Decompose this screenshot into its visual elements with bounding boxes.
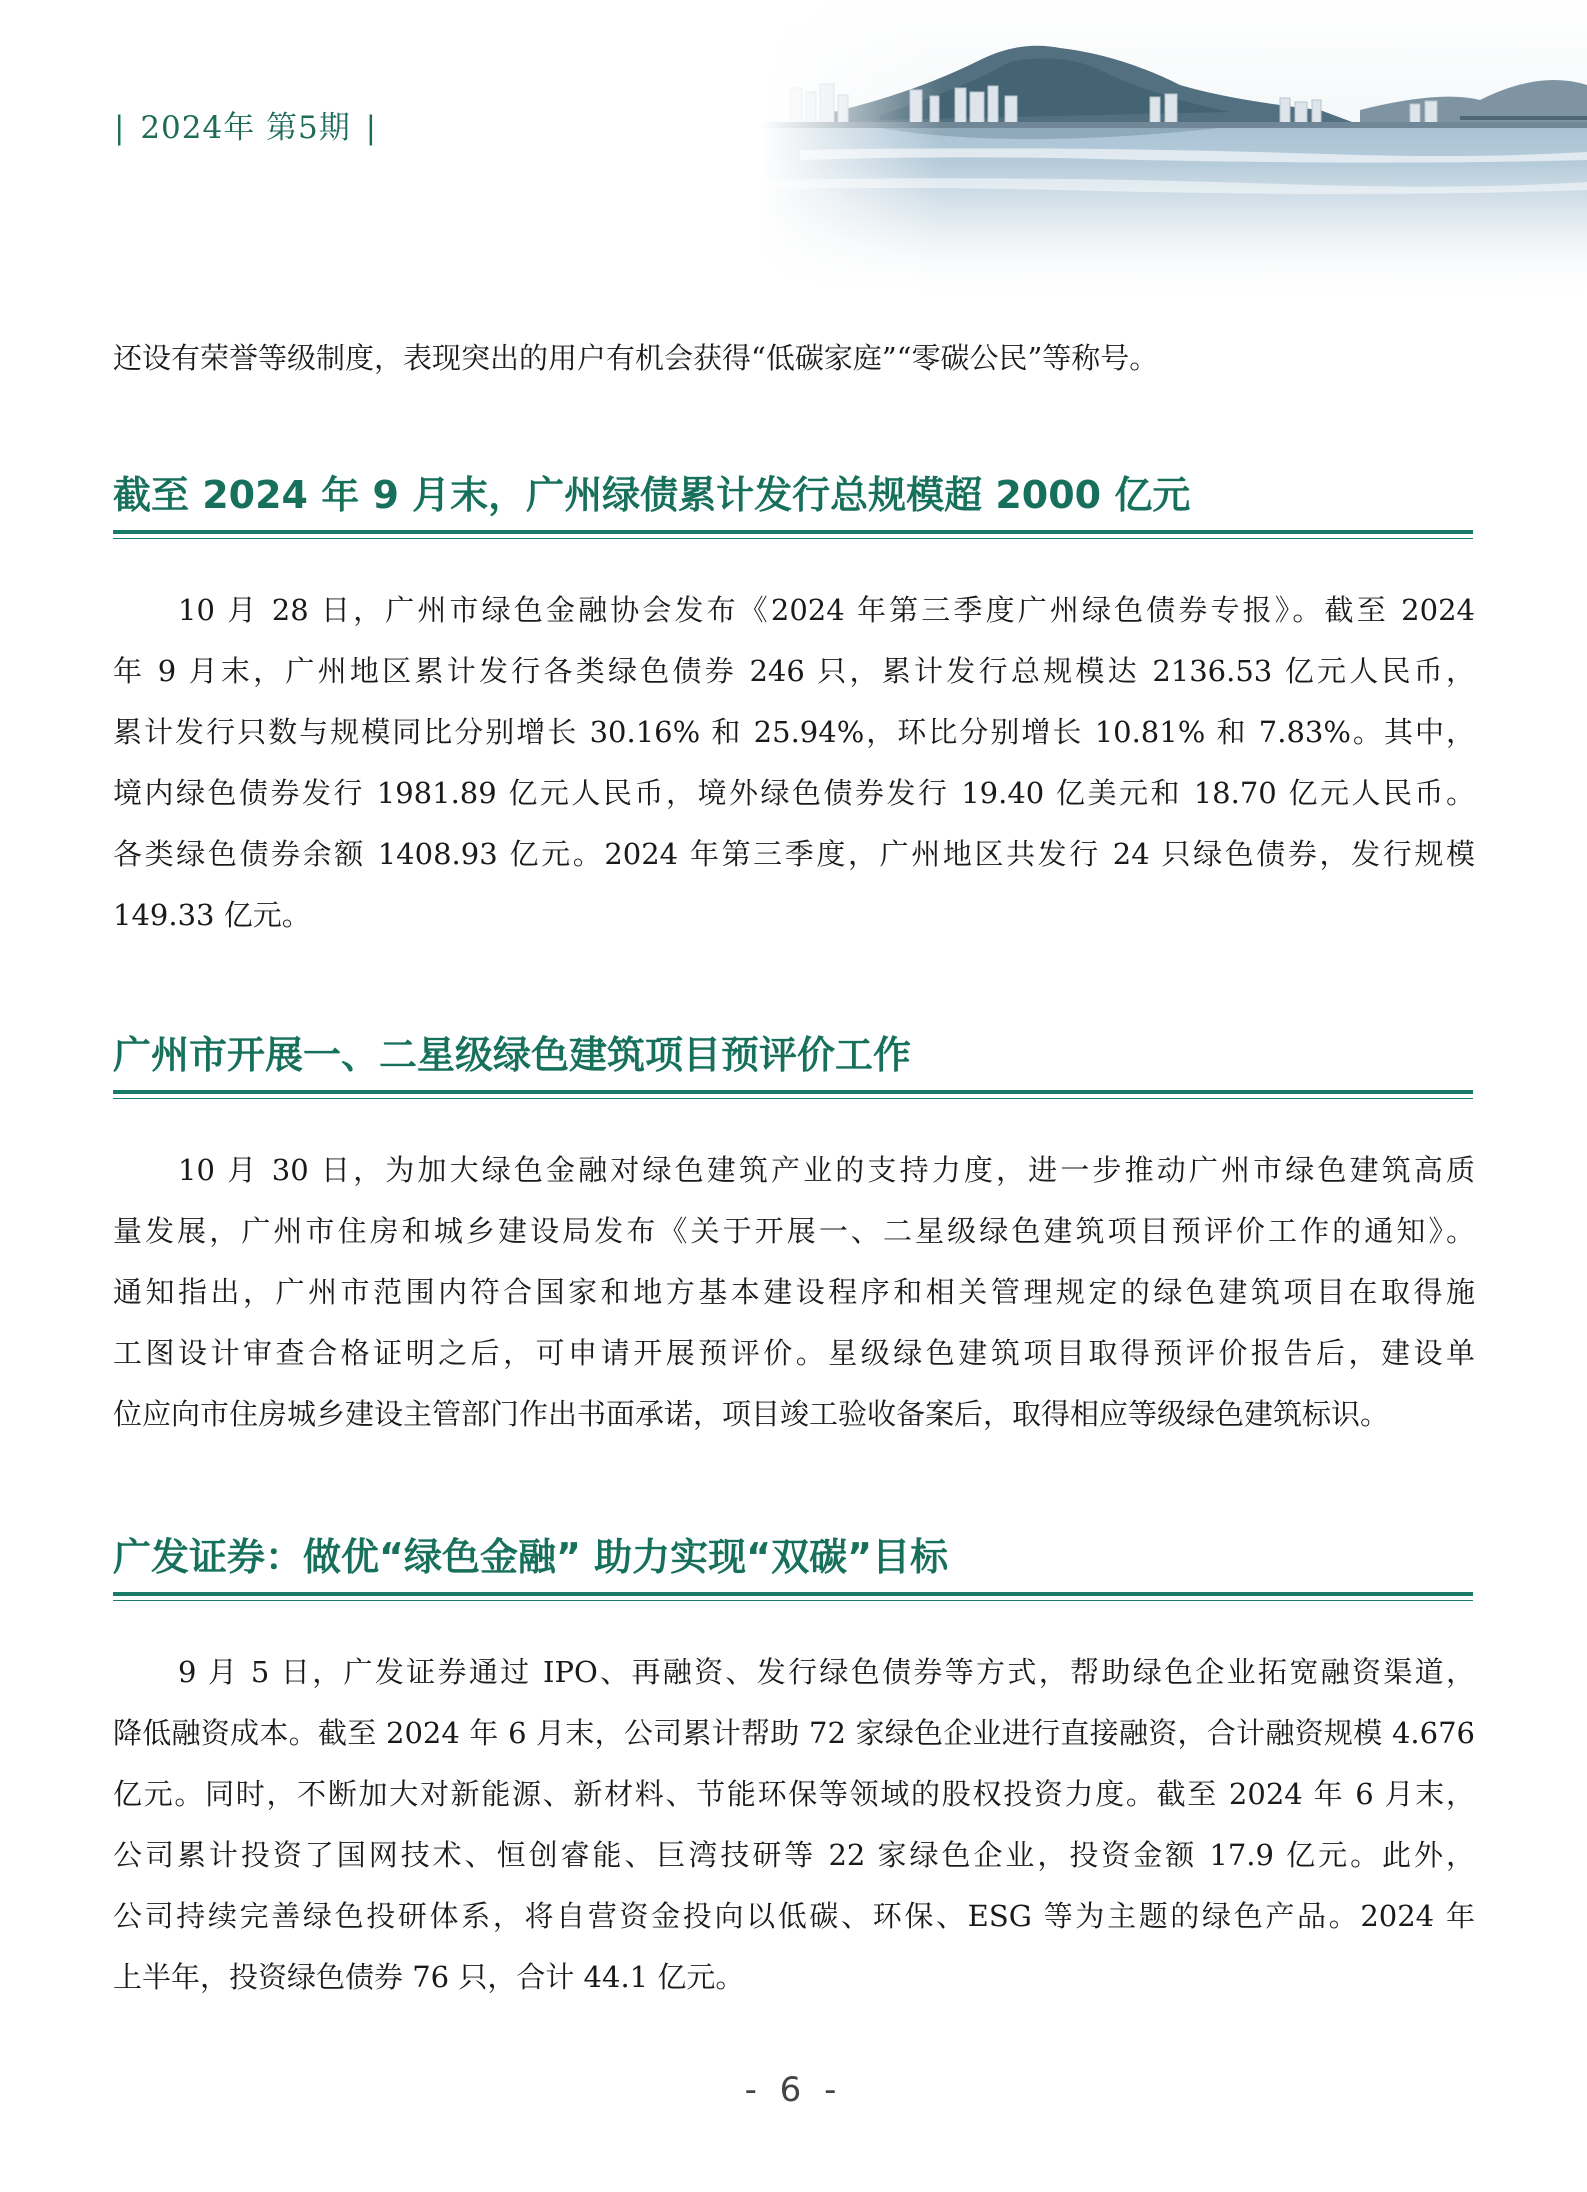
section-body-gf-securities xyxy=(113,1642,1475,2008)
body-line: 亿元。同时，不断加大对新能源、新材料、节能环保等领域的股权投资力度。截至 2024 年 6 月末， xyxy=(113,1777,1475,1811)
body-line: 累计发行只数与规模同比分别增长 30.16% 和 25.94%，环比分别增长 10.81% 和 7.83%。其中， xyxy=(113,715,1475,749)
body-line: 10 月 28 日，广州市绿色金融协会发布《2024 年第三季度广州绿色债券专报》。截至 2024 xyxy=(178,593,1475,627)
body-line: 通知指出，广州市范围内符合国家和地方基本建设程序和相关管理规定的绿色建筑项目在取得施 xyxy=(113,1275,1475,1309)
section-title-green-bonds: 截至 2024 年 9 月末，广州绿债累计发行总规模超 2000 亿元 xyxy=(113,473,1191,517)
intro-paragraph xyxy=(113,328,1475,389)
body-line: 公司持续完善绿色投研体系，将自营资金投向以低碳、环保、ESG 等为主题的绿色产品。2024 年 xyxy=(113,1899,1475,1933)
issue-label-left-bar: | xyxy=(114,110,126,146)
issue-label-text: 2024年 第5期 xyxy=(140,110,351,146)
body-line: 各类绿色债券余额 1408.93 亿元。2024 年第三季度，广州地区共发行 24 只绿色债券，发行规模 xyxy=(113,837,1475,871)
section-rule-green-building xyxy=(113,1090,1473,1099)
body-line: 降低融资成本。截至 2024 年 6 月末，公司累计帮助 72 家绿色企业进行直接融资，合计融资规模 4.676 xyxy=(113,1716,1475,1750)
body-line: 149.33 亿元。 xyxy=(113,898,311,932)
section-rule-gf-securities xyxy=(113,1592,1473,1601)
section-body-green-building xyxy=(113,1140,1475,1445)
section-body-green-bonds xyxy=(113,580,1475,946)
body-line: 工图设计审查合格证明之后，可申请开展预评价。星级绿色建筑项目取得预评价报告后，建设单 xyxy=(113,1336,1475,1370)
section-rule-green-bonds xyxy=(113,530,1473,539)
lake-mountain-banner-image xyxy=(760,0,1587,300)
issue-label-right-bar: | xyxy=(365,110,378,146)
body-line: 位应向市住房城乡建设主管部门作出书面承诺，项目竣工验收备案后，取得相应等级绿色建筑标识。 xyxy=(113,1397,1390,1431)
intro-text: 还设有荣誉等级制度，表现突出的用户有机会获得“低碳家庭”“零碳公民”等称号。 xyxy=(113,341,1159,375)
page-number: - 6 - xyxy=(744,2070,843,2110)
section-title-green-building: 广州市开展一、二星级绿色建筑项目预评价工作 xyxy=(113,1033,912,1077)
body-line: 年 9 月末，广州地区累计发行各类绿色债券 246 只，累计发行总规模达 2136.53 亿元人民币， xyxy=(113,654,1475,688)
body-line: 境内绿色债券发行 1981.89 亿元人民币，境外绿色债券发行 19.40 亿美元和 18.70 亿元人民币。 xyxy=(113,776,1475,810)
issue-label xyxy=(110,102,381,147)
body-line: 9 月 5 日，广发证券通过 IPO、再融资、发行绿色债券等方式，帮助绿色企业拓宽融资渠道， xyxy=(178,1655,1475,1689)
body-line: 量发展，广州市住房和城乡建设局发布《关于开展一、二星级绿色建筑项目预评价工作的通知》。 xyxy=(113,1214,1475,1248)
section-title-gf-securities: 广发证券：做优“绿色金融” 助力实现“双碳”目标 xyxy=(113,1535,949,1579)
body-line: 10 月 30 日，为加大绿色金融对绿色建筑产业的支持力度，进一步推动广州市绿色建筑高质 xyxy=(178,1153,1475,1187)
body-line: 公司累计投资了国网技术、恒创睿能、巨湾技研等 22 家绿色企业，投资金额 17.9 亿元。此外， xyxy=(113,1838,1475,1872)
body-line: 上半年，投资绿色债券 76 只，合计 44.1 亿元。 xyxy=(113,1960,745,1994)
